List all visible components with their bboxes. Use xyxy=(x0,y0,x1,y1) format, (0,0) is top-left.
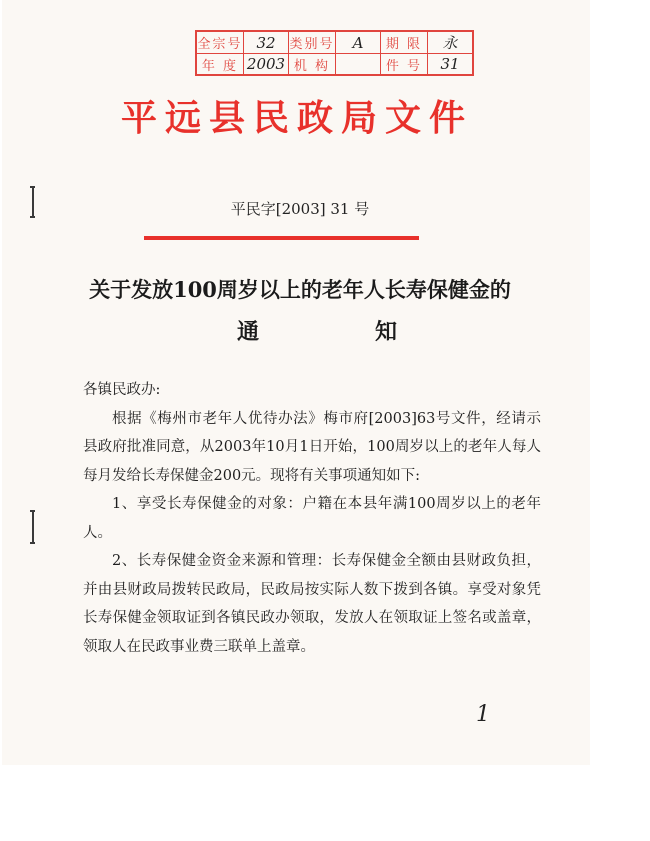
subject-char: 通 xyxy=(237,319,260,345)
stamp-row xyxy=(196,31,473,54)
document-page xyxy=(2,0,590,765)
stamp-label: 全宗号 xyxy=(196,31,244,54)
stamp-row xyxy=(196,54,473,76)
binding-mark xyxy=(32,186,34,218)
stamp-label: 期 限 xyxy=(381,31,428,54)
binding-mark xyxy=(30,186,35,188)
subject-char: 知 xyxy=(374,319,397,345)
stamp-label: 类别号 xyxy=(289,31,336,54)
document-number: 平民字[2003] 31 号 xyxy=(230,200,370,218)
paragraph: 2、长寿保健金资金来源和管理：长寿保健金全额由县财政负担，并由县财政局拨转民政局，民政局按实际人数下拨到各镇。享受对象凭长寿保健金领取证到各镇民政办领取，发放人在领取证上签名或盖章，领取人在民政事业费三联单上盖章。 xyxy=(83,553,541,655)
binding-mark xyxy=(30,542,35,544)
salutation: 各镇民政办: xyxy=(83,382,161,398)
issuer-title: 平远县民政局文件 xyxy=(120,97,473,139)
binding-mark xyxy=(30,510,35,512)
stamp-value: 32 xyxy=(244,31,289,54)
stamp-value: 31 xyxy=(428,54,474,76)
stamp-value: 永 xyxy=(428,31,474,54)
archive-stamp xyxy=(195,30,474,76)
body-text xyxy=(83,376,541,661)
paragraph: 根据《梅州市老年人优待办法》梅市府[2003]63号文件，经请示县政府批准同意，从2003年10月1日开始，100周岁以上的老年人每人每月发给长寿保健金200元。现将有关事项通知如下: xyxy=(83,410,541,484)
stamp-value: A xyxy=(336,31,381,54)
stamp-value: 2003 xyxy=(244,54,289,76)
stamp-label: 件 号 xyxy=(381,54,428,76)
subject-title: 关于发放100周岁以上的老年人长寿保健金的 xyxy=(89,277,511,302)
subject-title-notice xyxy=(237,315,397,346)
paragraph: 1、享受长寿保健金的对象：户籍在本县年满100周岁以上的老年人。 xyxy=(83,496,541,541)
stamp-value xyxy=(336,54,381,76)
red-divider xyxy=(144,236,419,240)
binding-mark xyxy=(30,216,35,218)
binding-mark xyxy=(32,510,34,544)
stamp-label: 年 度 xyxy=(196,54,244,76)
stamp-label: 机 构 xyxy=(289,54,336,76)
page-number-mark: 1 xyxy=(476,702,490,727)
